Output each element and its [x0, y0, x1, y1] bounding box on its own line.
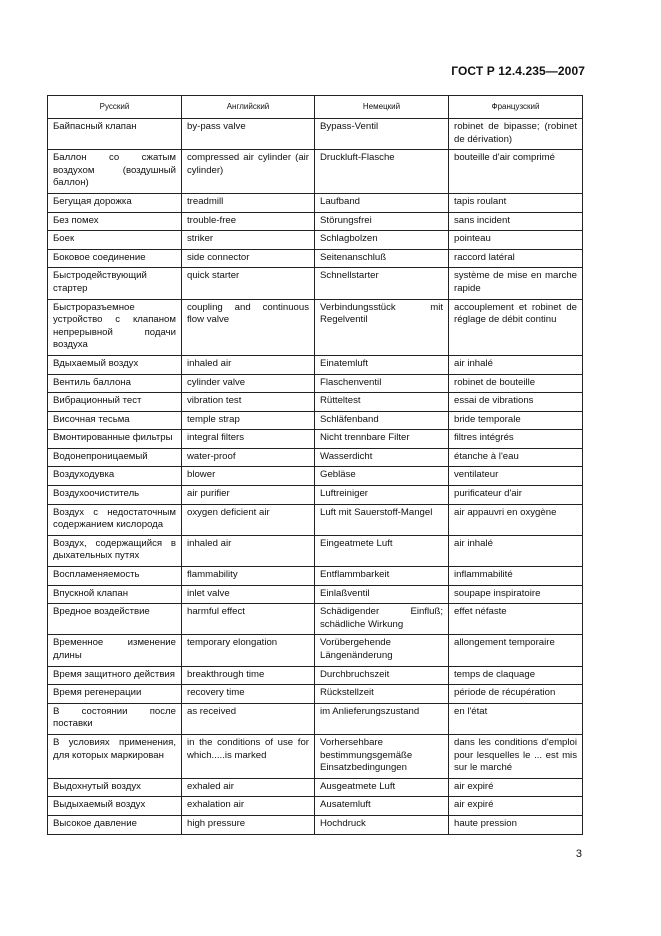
french-term: filtres intégrés [449, 430, 583, 449]
table-row [48, 268, 583, 299]
table-row [48, 411, 583, 430]
table-row [48, 430, 583, 449]
english-term: compressed air cylinder (air cylinder) [182, 150, 315, 194]
russian-term: Выдыхаемый воздух [48, 797, 182, 816]
french-term: essai de vibrations [449, 393, 583, 412]
column-header-french: Французский [449, 96, 583, 119]
table-row [48, 119, 583, 150]
russian-term: Высокое давление [48, 815, 182, 834]
russian-term: Водонепроницаемый [48, 448, 182, 467]
russian-term: Вмонтированные фильтры [48, 430, 182, 449]
russian-term: Воздух с недостаточным содержанием кислорода [48, 504, 182, 535]
english-term: trouble-free [182, 212, 315, 231]
english-term: coupling and continuous flow valve [182, 299, 315, 355]
table-row [48, 535, 583, 566]
english-term: air purifier [182, 486, 315, 505]
german-term: Flaschenventil [315, 374, 449, 393]
german-term: Gebläse [315, 467, 449, 486]
russian-term: Время регенерации [48, 685, 182, 704]
table-row [48, 150, 583, 194]
table-row [48, 355, 583, 374]
russian-term: В условиях применения, для которых маркирован [48, 734, 182, 778]
german-term: Rütteltest [315, 393, 449, 412]
english-term: exhalation air [182, 797, 315, 816]
french-term: en l'état [449, 703, 583, 734]
german-term: Einlaßventil [315, 585, 449, 604]
table-row [48, 703, 583, 734]
english-term: cylinder valve [182, 374, 315, 393]
english-term: inlet valve [182, 585, 315, 604]
column-header-russian: Русский [48, 96, 182, 119]
english-term: in the conditions of use for which.....is marked [182, 734, 315, 778]
english-term: flammability [182, 567, 315, 586]
french-term: période de récupération [449, 685, 583, 704]
table-row [48, 734, 583, 778]
table-row [48, 504, 583, 535]
french-term: air inhalé [449, 535, 583, 566]
german-term: Wasserdicht [315, 448, 449, 467]
german-term: Störungsfrei [315, 212, 449, 231]
terminology-table [47, 95, 583, 835]
column-header-german: Немецкий [315, 96, 449, 119]
french-term: robinet de bouteille [449, 374, 583, 393]
french-term: soupape inspiratoire [449, 585, 583, 604]
russian-term: Воспламеняемость [48, 567, 182, 586]
table-body [48, 119, 583, 835]
english-term: high pressure [182, 815, 315, 834]
table-row [48, 448, 583, 467]
russian-term: Боковое соединение [48, 249, 182, 268]
german-term: Verbindungsstück mit Regelventil [315, 299, 449, 355]
english-term: water-proof [182, 448, 315, 467]
russian-term: Вдыхаемый воздух [48, 355, 182, 374]
table-header-row [48, 96, 583, 119]
table-row [48, 193, 583, 212]
french-term: ventilateur [449, 467, 583, 486]
table-row [48, 374, 583, 393]
russian-term: Вибрационный тест [48, 393, 182, 412]
table-row [48, 585, 583, 604]
german-term: Entflammbarkeit [315, 567, 449, 586]
table-row [48, 567, 583, 586]
french-term: allongement temporaire [449, 635, 583, 666]
french-term: pointeau [449, 231, 583, 250]
german-term: Bypass-Ventil [315, 119, 449, 150]
english-term: breakthrough time [182, 666, 315, 685]
french-term: étanche à l'eau [449, 448, 583, 467]
english-term: treadmill [182, 193, 315, 212]
german-term: Vorübergehende Längenänderung [315, 635, 449, 666]
german-term: Rückstellzeit [315, 685, 449, 704]
english-term: temporary elongation [182, 635, 315, 666]
german-term: Hochdruck [315, 815, 449, 834]
english-term: vibration test [182, 393, 315, 412]
german-term: Luft mit Sauerstoff-Mangel [315, 504, 449, 535]
german-term: Ausgeatmete Luft [315, 778, 449, 797]
german-term: Luftreiniger [315, 486, 449, 505]
russian-term: Быстроразъемное устройство с клапаном непрерывной подачи воздуха [48, 299, 182, 355]
russian-term: Воздухоочиститель [48, 486, 182, 505]
english-term: blower [182, 467, 315, 486]
english-term: inhaled air [182, 535, 315, 566]
table-row [48, 797, 583, 816]
table-row [48, 486, 583, 505]
french-term: purificateur d'air [449, 486, 583, 505]
english-term: harmful effect [182, 604, 315, 635]
french-term: air expiré [449, 778, 583, 797]
english-term: temple strap [182, 411, 315, 430]
german-term: Seitenanschluß [315, 249, 449, 268]
german-term: Schlagbolzen [315, 231, 449, 250]
english-term: by-pass valve [182, 119, 315, 150]
russian-term: Впускной клапан [48, 585, 182, 604]
french-term: dans les conditions d'emploi pour lesquelles le ... est mis sur le marché [449, 734, 583, 778]
table-row [48, 467, 583, 486]
french-term: bouteille d'air comprimé [449, 150, 583, 194]
french-term: raccord latéral [449, 249, 583, 268]
russian-term: Воздух, содержащийся в дыхательных путях [48, 535, 182, 566]
german-term: Schläfenband [315, 411, 449, 430]
table-row [48, 212, 583, 231]
russian-term: Воздуходувка [48, 467, 182, 486]
german-term: Durchbruchszeit [315, 666, 449, 685]
german-term: Ausatemluft [315, 797, 449, 816]
french-term: air appauvri en oxygène [449, 504, 583, 535]
french-term: temps de claquage [449, 666, 583, 685]
german-term: Laufband [315, 193, 449, 212]
english-term: quick starter [182, 268, 315, 299]
russian-term: Время защитного действия [48, 666, 182, 685]
german-term: Schnellstarter [315, 268, 449, 299]
french-term: robinet de bipasse; (robinet de dérivation) [449, 119, 583, 150]
table-row [48, 393, 583, 412]
russian-term: В состоянии после поставки [48, 703, 182, 734]
french-term: tapis roulant [449, 193, 583, 212]
table-row [48, 604, 583, 635]
german-term: Druckluft-Flasche [315, 150, 449, 194]
german-term: Einatemluft [315, 355, 449, 374]
russian-term: Боек [48, 231, 182, 250]
german-term: Eingeatmete Luft [315, 535, 449, 566]
english-term: inhaled air [182, 355, 315, 374]
french-term: accouplement et robinet de réglage de débit continu [449, 299, 583, 355]
russian-term: Байпасный клапан [48, 119, 182, 150]
russian-term: Бегущая дорожка [48, 193, 182, 212]
french-term: bride temporale [449, 411, 583, 430]
table-row [48, 815, 583, 834]
german-term: im Anlieferungszustand [315, 703, 449, 734]
table-row [48, 666, 583, 685]
english-term: exhaled air [182, 778, 315, 797]
table-row [48, 685, 583, 704]
german-term: Nicht trennbare Filter [315, 430, 449, 449]
french-term: sans incident [449, 212, 583, 231]
table-row [48, 299, 583, 355]
russian-term: Баллон со сжатым воздухом (воздушный баллон) [48, 150, 182, 194]
table-row [48, 635, 583, 666]
french-term: inflammabilité [449, 567, 583, 586]
french-term: effet néfaste [449, 604, 583, 635]
german-term: Schädigender Einfluß; schädliche Wirkung [315, 604, 449, 635]
english-term: integral filters [182, 430, 315, 449]
page-number: 3 [575, 848, 582, 860]
french-term: haute pression [449, 815, 583, 834]
german-term: Vorhersehbare bestimmungsgemäße Einsatzbedingungen [315, 734, 449, 778]
russian-term: Вредное воздействие [48, 604, 182, 635]
table-row [48, 778, 583, 797]
french-term: système de mise en marche rapide [449, 268, 583, 299]
russian-term: Вентиль баллона [48, 374, 182, 393]
document-header: ГОСТ Р 12.4.235—2007 [451, 64, 585, 78]
french-term: air expiré [449, 797, 583, 816]
french-term: air inhalé [449, 355, 583, 374]
column-header-english: Английский [182, 96, 315, 119]
table-row [48, 249, 583, 268]
russian-term: Временное изменение длины [48, 635, 182, 666]
english-term: recovery time [182, 685, 315, 704]
russian-term: Височная тесьма [48, 411, 182, 430]
english-term: oxygen deficient air [182, 504, 315, 535]
english-term: as received [182, 703, 315, 734]
russian-term: Выдохнутый воздух [48, 778, 182, 797]
table-row [48, 231, 583, 250]
english-term: side connector [182, 249, 315, 268]
russian-term: Без помех [48, 212, 182, 231]
russian-term: Быстродействующий стартер [48, 268, 182, 299]
english-term: striker [182, 231, 315, 250]
